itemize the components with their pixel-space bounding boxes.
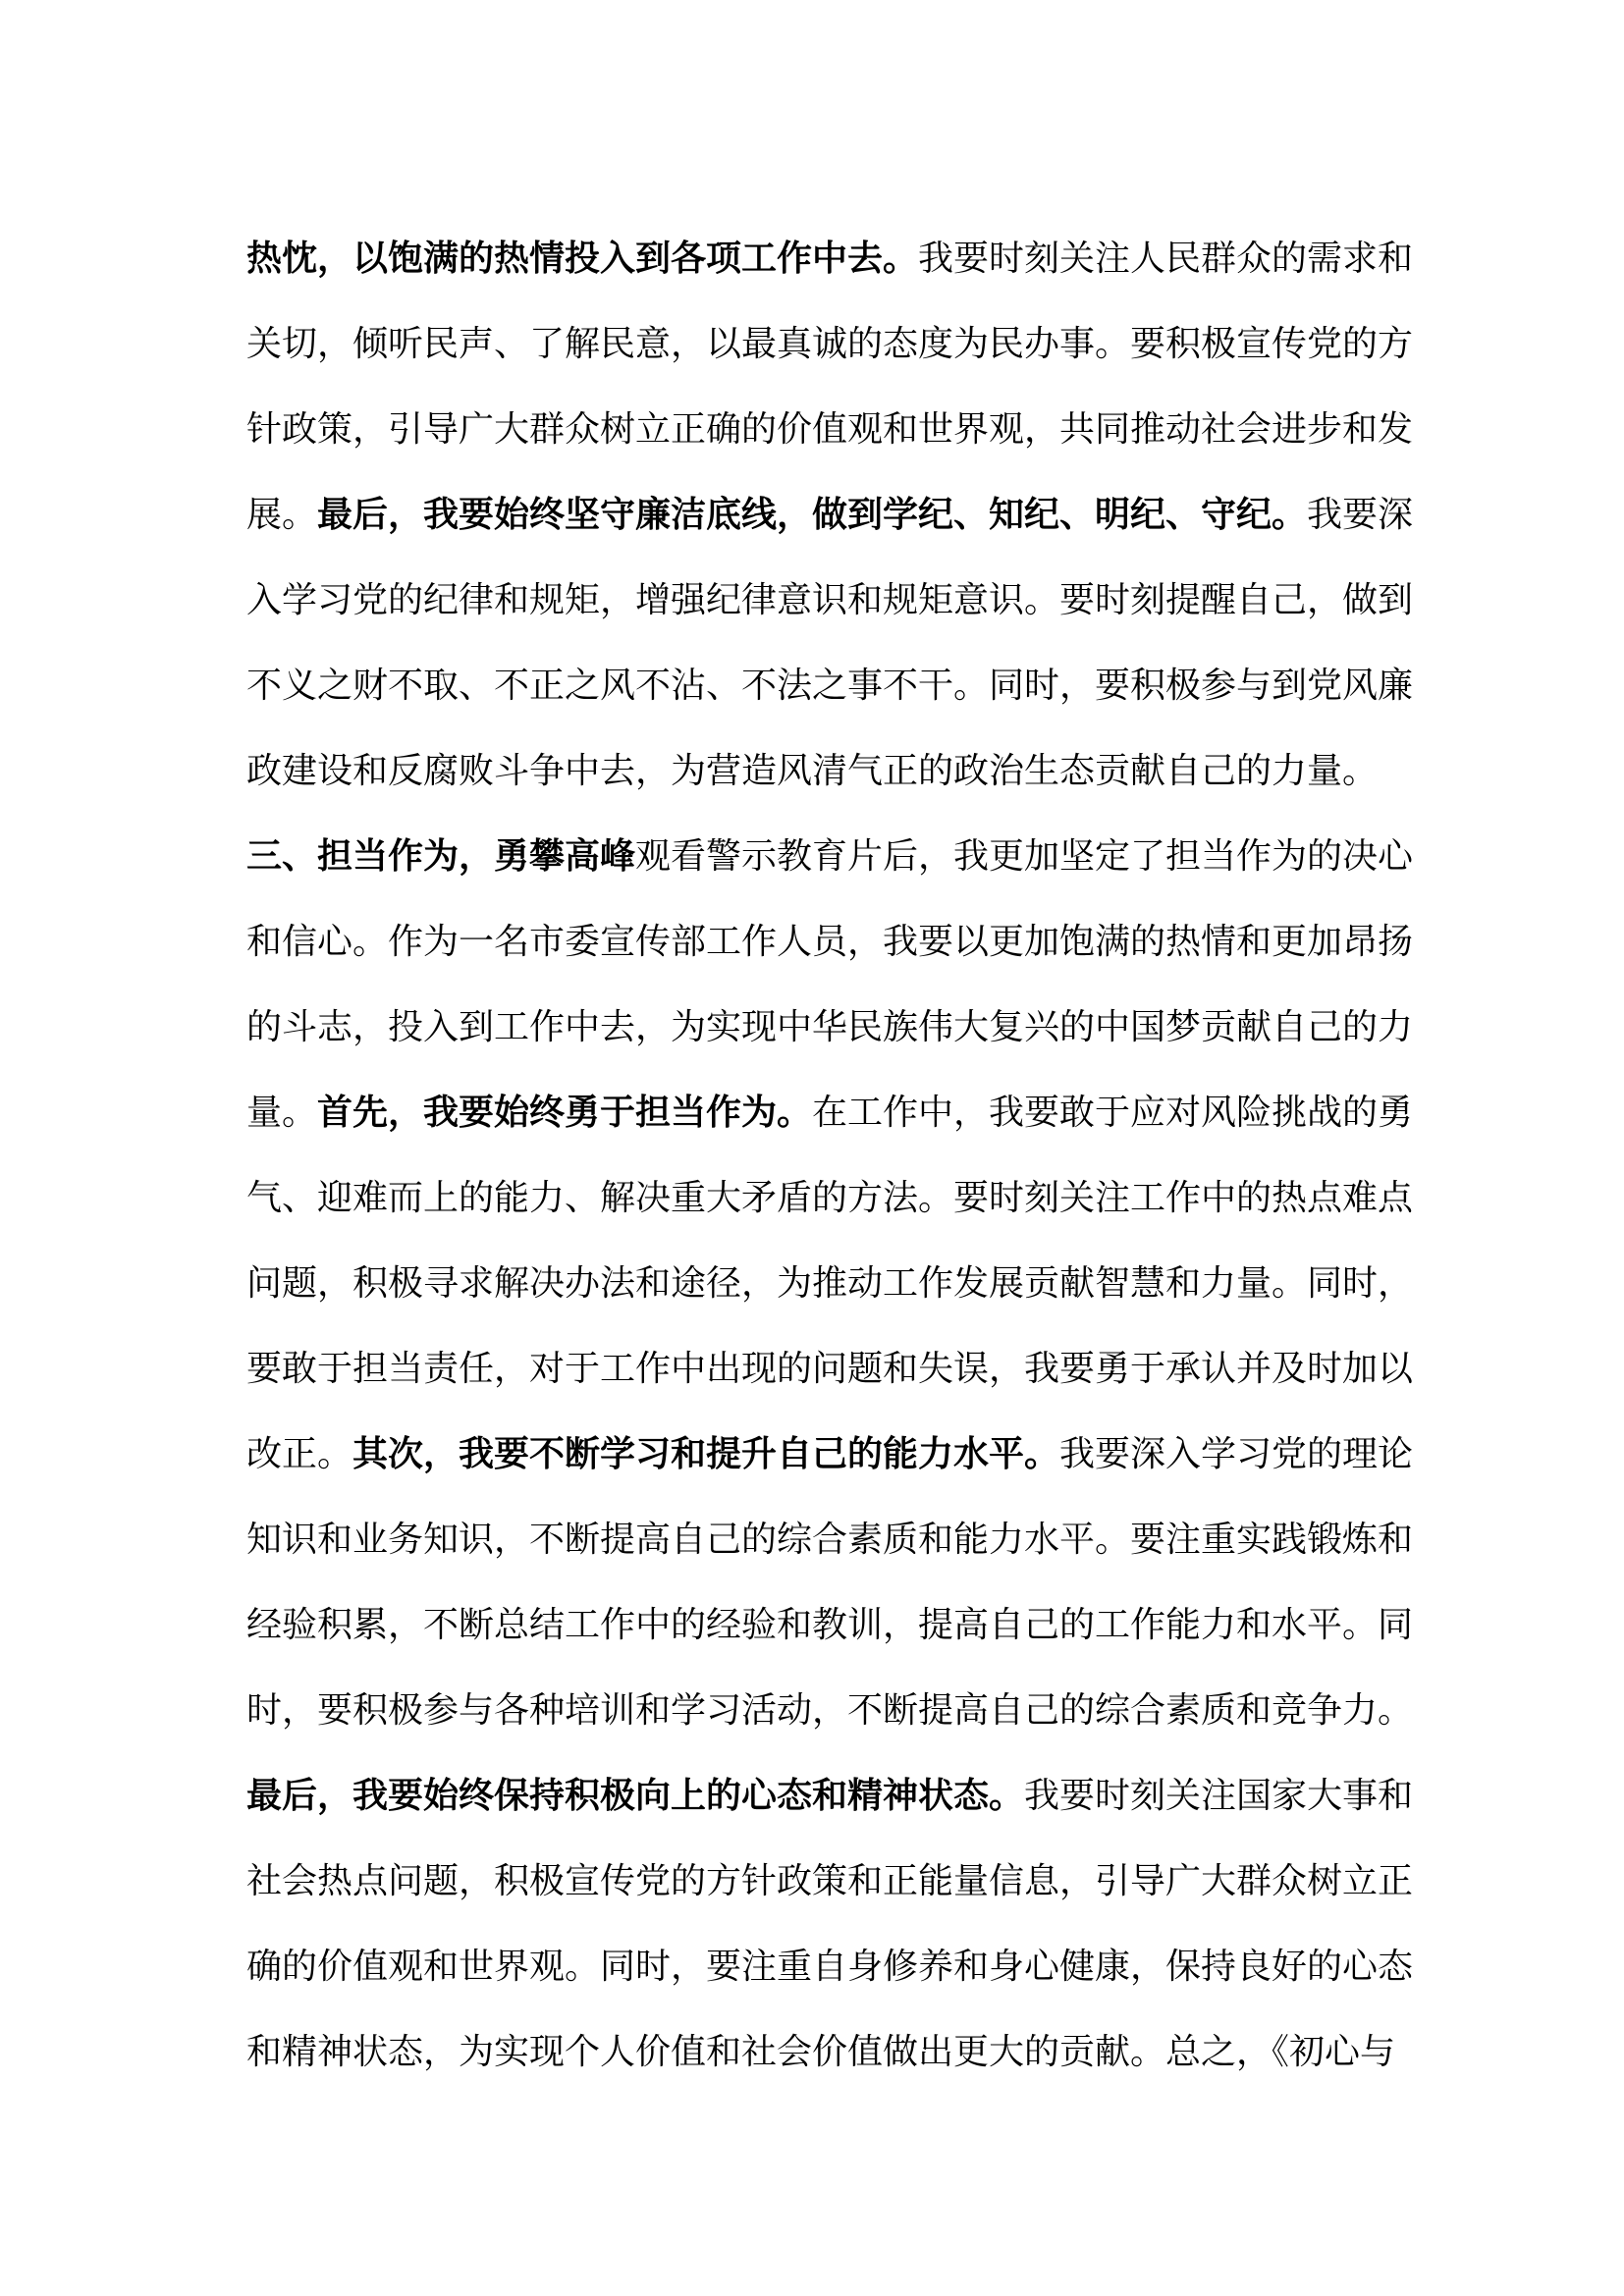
- text-segment: 和精神状态，为实现个人价值和社会价值做出更大的贡献。总之，《初心与: [246, 2032, 1396, 2072]
- text-segment: 气、迎难而上的能力、解决重大矛盾的方法。要时刻关注工作中的热点难点: [246, 1178, 1414, 1218]
- text-line: [246, 985, 1414, 1070]
- bold-text-segment: 首先，我要始终勇于担当作为。: [317, 1093, 813, 1133]
- text-segment: 关切，倾听民声、了解民意，以最真诚的态度为民办事。要积极宣传党的方: [246, 324, 1414, 364]
- text-segment: 我要时刻关注人民群众的需求和: [918, 239, 1414, 279]
- text-segment: 知识和业务知识，不断提高自己的综合素质和能力水平。要注重实践锻炼和: [246, 1520, 1414, 1560]
- text-line: [246, 1326, 1414, 1412]
- text-segment: 时，要积极参与各种培训和学习活动，不断提高自己的综合素质和竞争力。: [246, 1690, 1414, 1731]
- bold-text-segment: 最后，我要始终坚守廉洁底线，做到学纪、知纪、明纪、守纪。: [317, 495, 1308, 535]
- text-line: [246, 899, 1414, 985]
- text-segment: 确的价值观和世界观。同时，要注重自身修养和身心健康，保持良好的心态: [246, 1947, 1414, 1987]
- text-line: [246, 472, 1414, 558]
- text-segment: 不义之财不取、不正之风不沾、不法之事不干。同时，要积极参与到党风廉: [246, 666, 1414, 706]
- text-line: [246, 216, 1414, 301]
- text-segment: 入学习党的纪律和规矩，增强纪律意识和规矩意识。要时刻提醒自己，做到: [246, 580, 1414, 620]
- text-segment: 问题，积极寻求解决办法和途径，为推动工作发展贡献智慧和力量。同时，: [246, 1263, 1414, 1304]
- text-segment: 针政策，引导广大群众树立正确的价值观和世界观，共同推动社会进步和发: [246, 409, 1414, 450]
- text-line: [246, 728, 1380, 814]
- text-segment: 经验积累，不断总结工作中的经验和教训，提高自己的工作能力和水平。同: [246, 1605, 1414, 1645]
- text-segment: 和信心。作为一名市委宣传部工作人员，我要以更加饱满的热情和更加昂扬: [246, 922, 1414, 962]
- bold-text-segment: 最后，我要始终保持积极向上的心态和精神状态。: [246, 1776, 1025, 1816]
- text-line: [246, 1582, 1414, 1668]
- text-line: [246, 387, 1414, 472]
- text-segment: 要敢于担当责任，对于工作中出现的问题和失误，我要勇于承认并及时加以: [246, 1349, 1414, 1389]
- text-segment: 政建设和反腐败斗争中去，为营造风清气正的政治生态贡献自己的力量。: [246, 751, 1379, 791]
- text-line: [246, 301, 1414, 387]
- text-line: [246, 1497, 1414, 1582]
- text-segment: 我要深: [1307, 495, 1414, 535]
- text-segment: 量。: [246, 1093, 318, 1133]
- text-line: [246, 1753, 1414, 1839]
- text-segment: 我要深入学习党的理论: [1059, 1434, 1414, 1474]
- text-line: [246, 1070, 1414, 1155]
- text-line: [246, 1924, 1414, 2009]
- text-line: [246, 1412, 1414, 1497]
- bold-text-segment: 三、担当作为，勇攀高峰: [246, 836, 636, 877]
- text-line: [246, 1155, 1414, 1241]
- text-segment: 展。: [246, 495, 318, 535]
- text-segment: 观看警示教育片后，我更加坚定了担当作为的决心: [635, 836, 1414, 877]
- text-line: [246, 1241, 1414, 1326]
- text-line: [246, 558, 1414, 643]
- text-segment: 改正。: [246, 1434, 353, 1474]
- text-line: [246, 1839, 1414, 1924]
- text-segment: 的斗志，投入到工作中去，为实现中华民族伟大复兴的中国梦贡献自己的力: [246, 1007, 1414, 1047]
- text-segment: 在工作中，我要敢于应对风险挑战的勇: [812, 1093, 1414, 1133]
- text-segment: 社会热点问题，积极宣传党的方针政策和正能量信息，引导广大群众树立正: [246, 1861, 1414, 1901]
- bold-text-segment: 热忱，以饱满的热情投入到各项工作中去。: [246, 239, 919, 279]
- bold-text-segment: 其次，我要不断学习和提升自己的能力水平。: [352, 1434, 1060, 1474]
- text-line: [246, 2009, 1396, 2095]
- text-line: [246, 643, 1414, 728]
- text-line: [246, 814, 1414, 899]
- text-segment: 我要时刻关注国家大事和: [1024, 1776, 1414, 1816]
- text-line: [246, 1668, 1414, 1753]
